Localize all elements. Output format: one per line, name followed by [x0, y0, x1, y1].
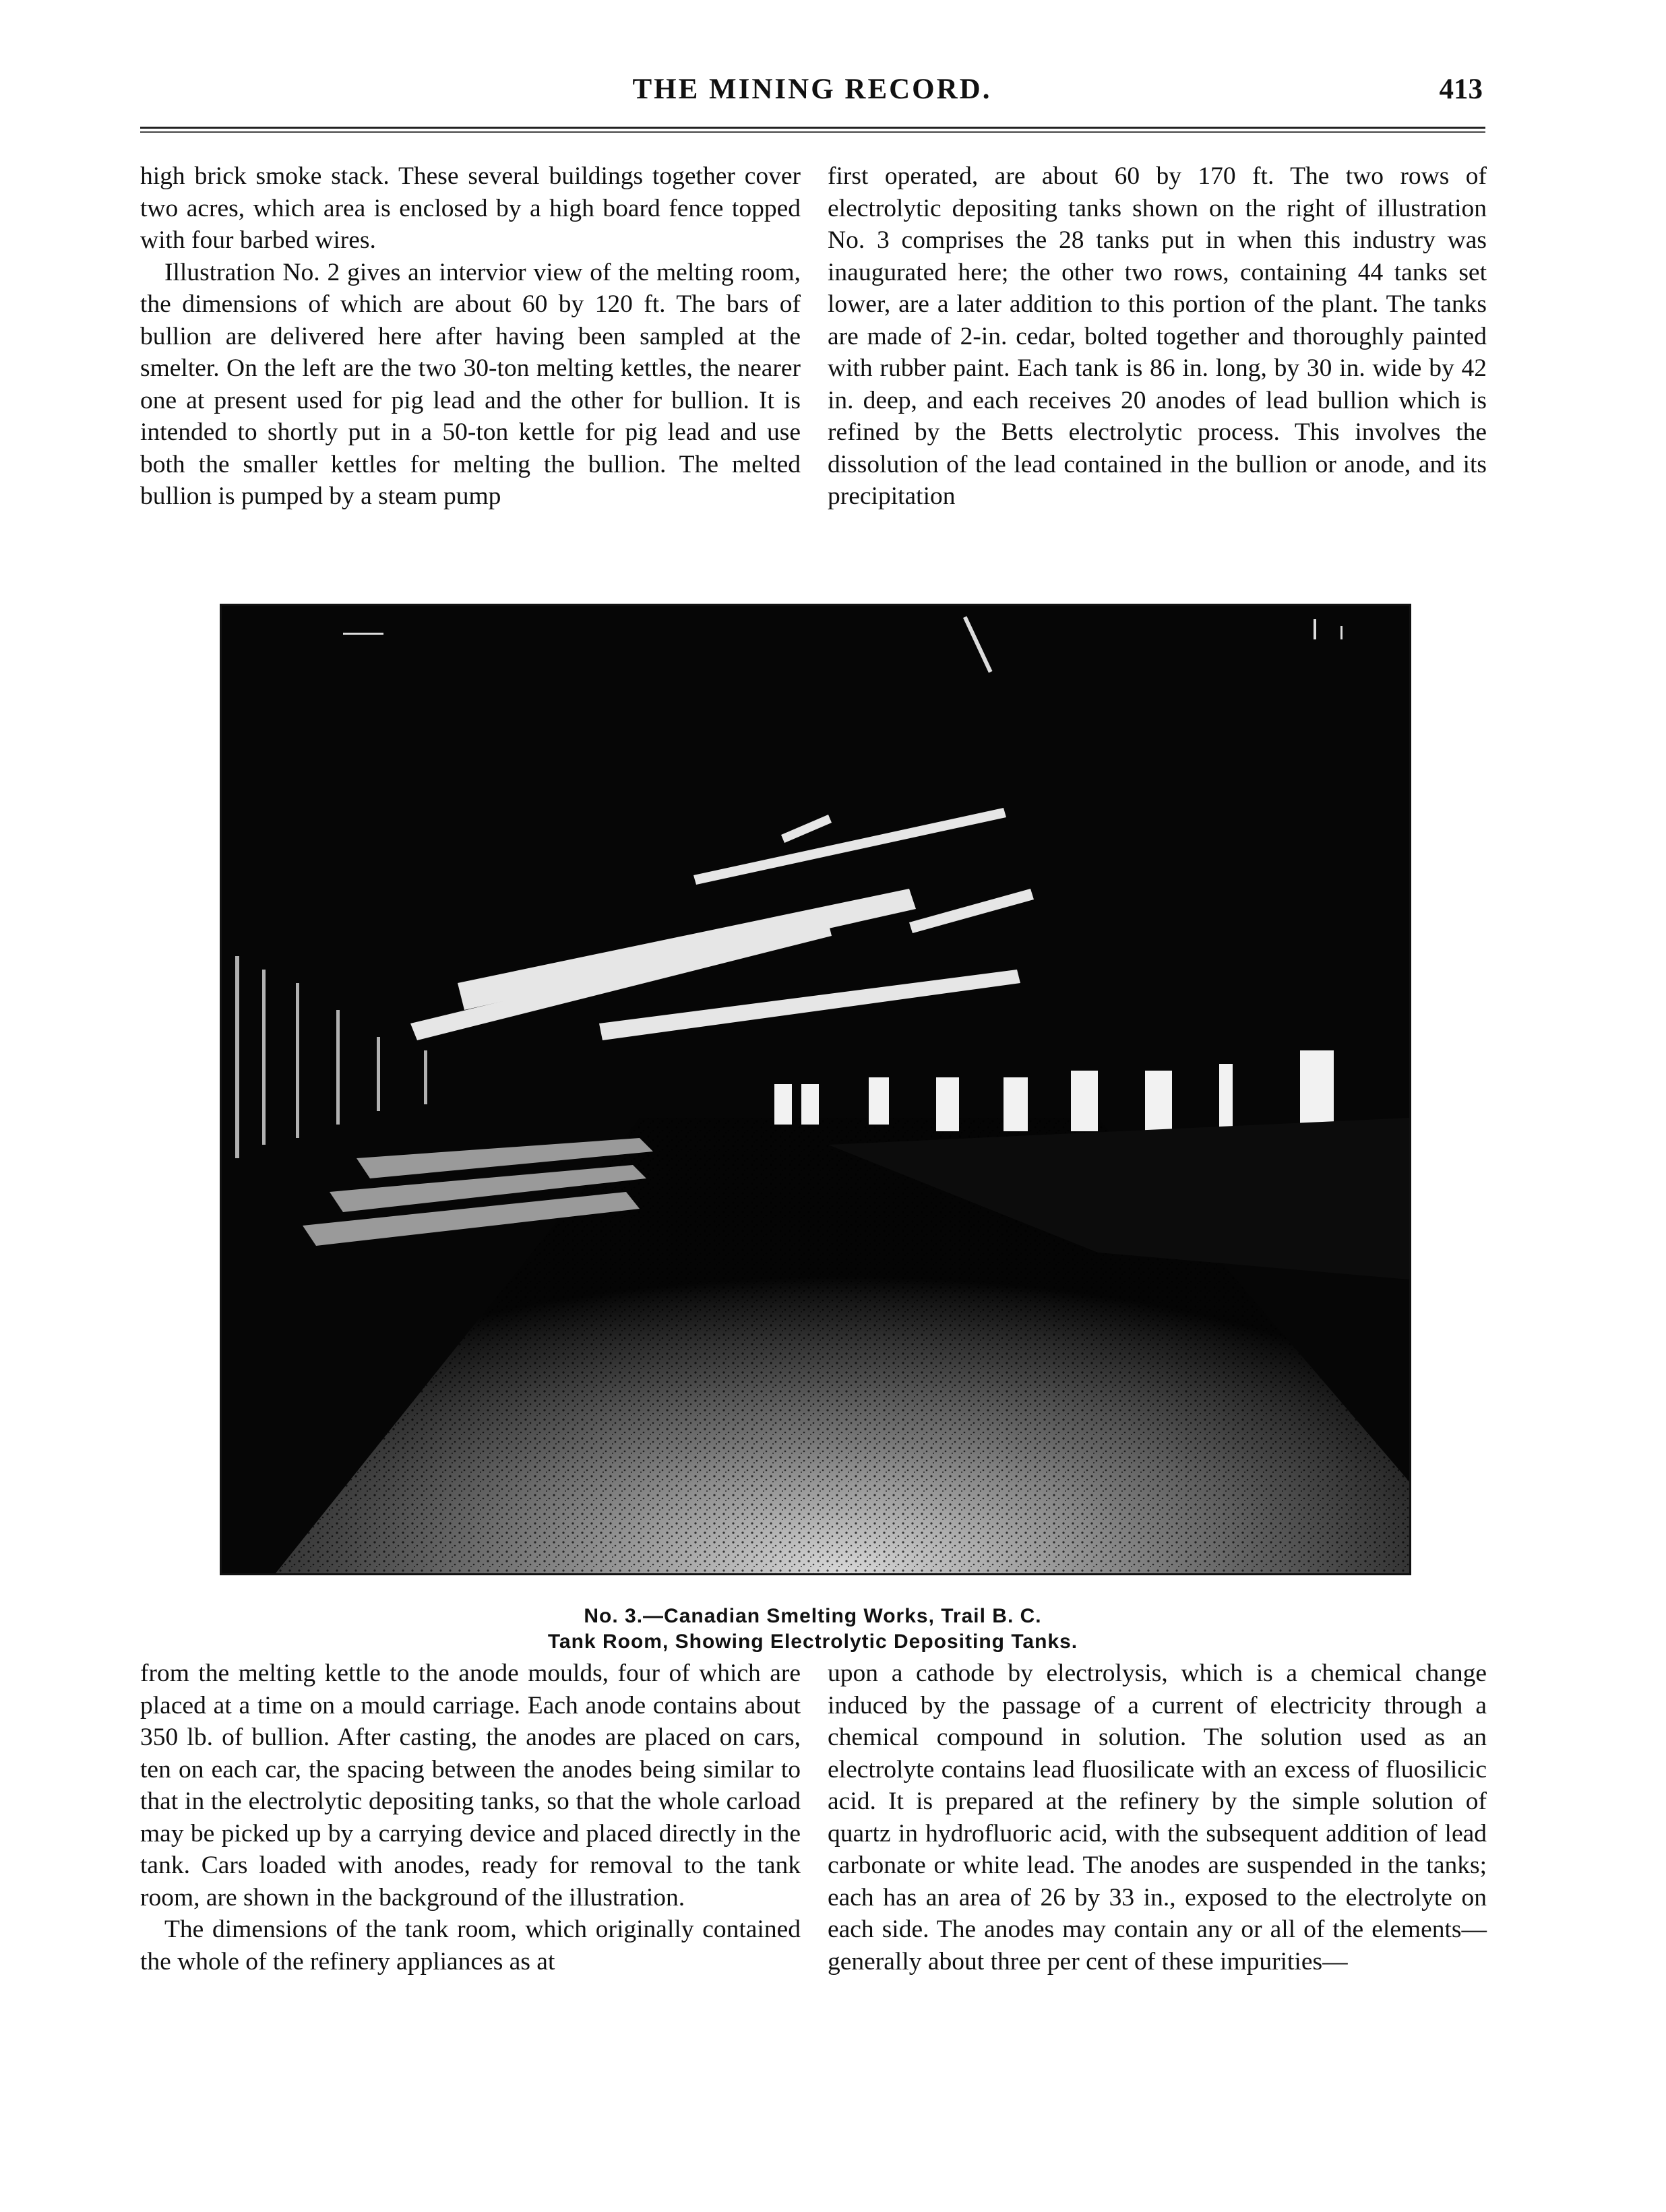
paragraph: The dimensions of the tank room, which originally contained the whole of the refinery appliances as at: [140, 1916, 801, 1976]
paragraph: Illustration No. 2 gives an intervior view of the melting room, the dimensions of which are about 60 by 120 ft. The bars of bullion are delivered here after having been sampled at the smelter. On the left are the two 30-ton melting kettles, the nearer one at present used for pig lead and the other for bullion. It is intended to shortly put in a 50-ton kettle for pig lead and use both the smaller kettles for melting the bullion. The melted bullion is pumped by a steam pump: [140, 258, 801, 510]
column-top-right: [828, 160, 1487, 513]
journal-title: THE MINING RECORD.: [632, 73, 992, 105]
tank-room-photograph: [220, 604, 1411, 1575]
paragraph: upon a cathode by electrolysis, which is a chemical change induced by the passage of a current of electricity through a chemical compound in solution. The solution used as an electrolyte contains lead fluosilicate with an excess of fluosilicic acid. It is prepared at the refinery by the simple solution of quartz in hydrofluoric acid, with the subsequent addition of lead carbonate or white lead. The anodes are suspended in the tanks; each has an area of 26 by 33 in., exposed to the electrolyte on each side. The anodes may contain any or all of the elements—generally about three per cent of these impurities—: [828, 1660, 1487, 1976]
figure-caption-line-2: Tank Room, Showing Electrolytic Depositing Tanks.: [547, 1631, 1078, 1653]
photograph-image: [222, 606, 1409, 1573]
paragraph: first operated, are about 60 by 170 ft. The two rows of electrolytic depositing tanks shown on the right of illustration No. 3 comprises the 28 tanks put in when this industry was inaugurated here; the other two rows, containing 44 tanks set lower, are a later addition to this portion of the plant. The tanks are made of 2-in. cedar, bolted together and thoroughly painted with rubber paint. Each tank is 86 in. long, by 30 in. wide by 42 in. deep, and each receives 20 anodes of lead bullion which is refined by the Betts electrolytic process. This involves the dissolution of the lead contained in the bullion or anode, and its precipitation: [828, 162, 1487, 510]
column-top-left: [140, 160, 801, 513]
paragraph: high brick smoke stack. These several buildings together cover two acres, which area is enclosed by a high board fence topped with four barbed wires.: [140, 162, 801, 254]
header-rule: [140, 127, 1485, 133]
page-number: 413: [1439, 73, 1483, 105]
figure-caption-line-1: No. 3.—Canadian Smelting Works, Trail B. C.: [584, 1605, 1042, 1627]
column-bottom-left: [140, 1657, 801, 1978]
running-header: [142, 73, 1483, 127]
column-bottom-right: [828, 1657, 1487, 1978]
paragraph: from the melting kettle to the anode moulds, four of which are placed at a time on a mould carriage. Each anode contains about 350 lb. of bullion. After casting, the anodes are placed on cars, ten on each car, the spacing between the anodes being similar to that in the electrolytic depositing tanks, so that the whole carload may be picked up by a carrying device and placed directly in the tank. Cars loaded with anodes, ready for removal to the tank room, are shown in the background of the illustration.: [140, 1660, 801, 1911]
